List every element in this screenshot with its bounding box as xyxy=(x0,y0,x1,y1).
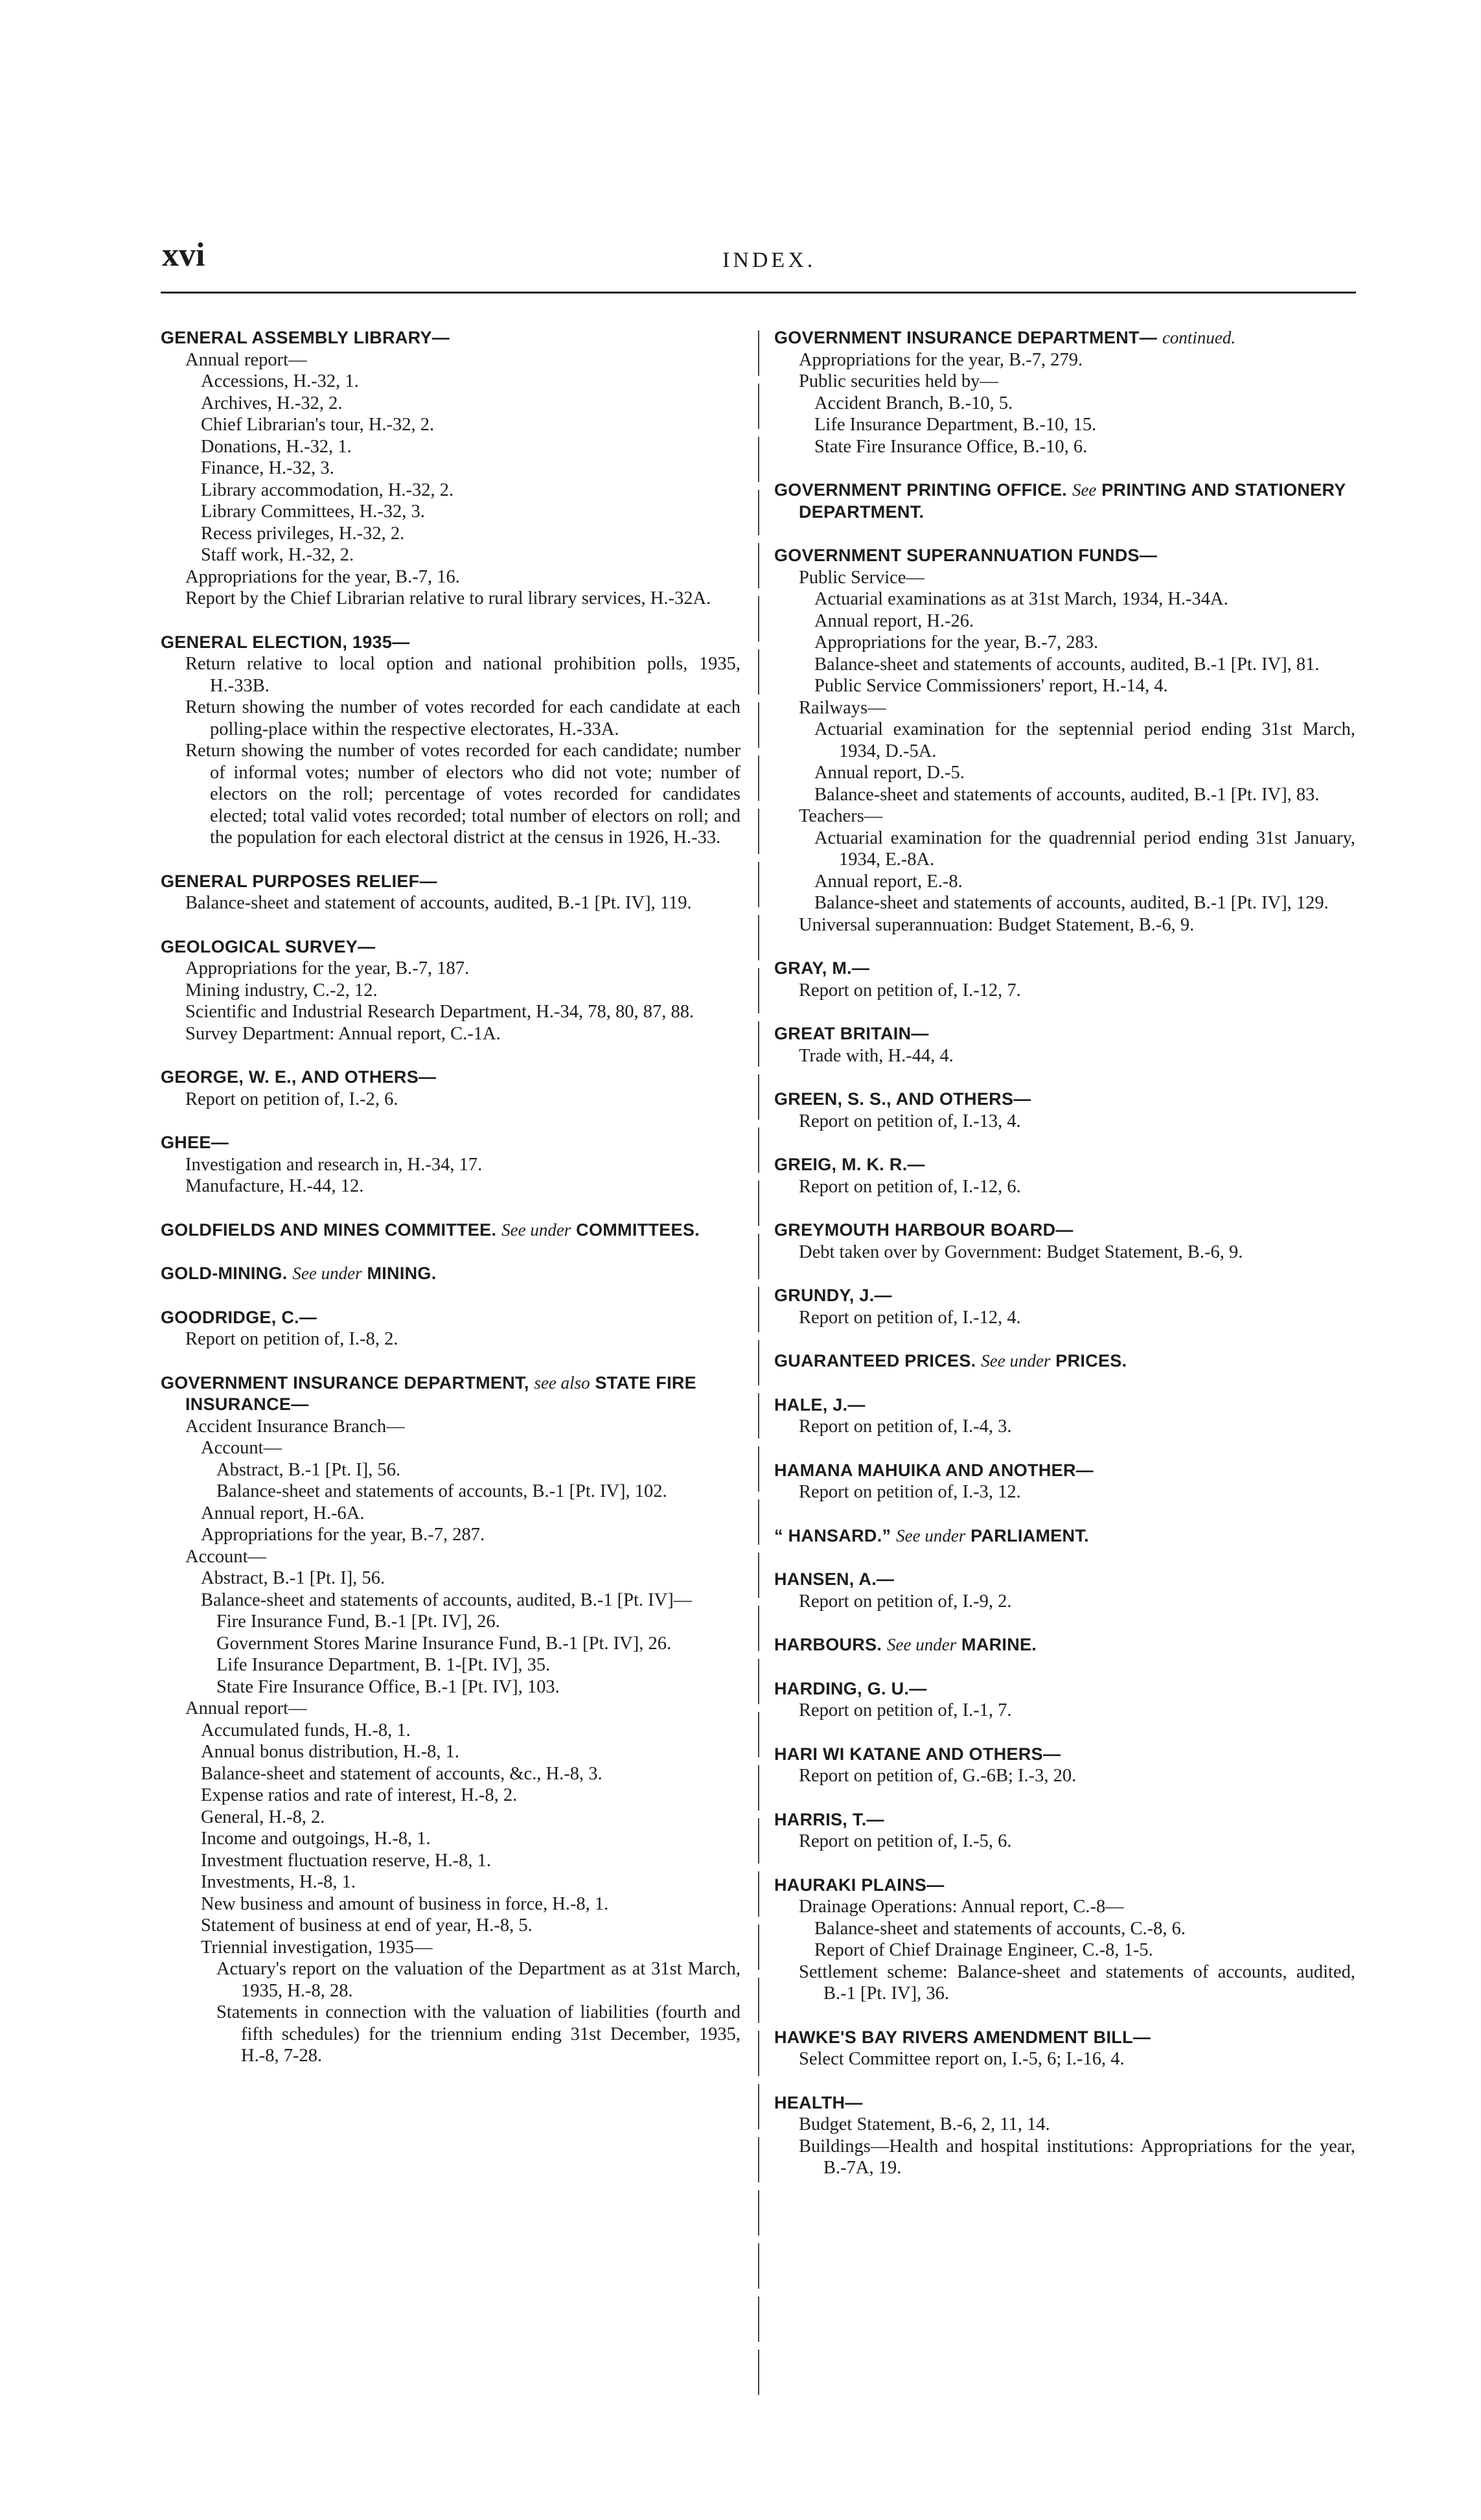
entry-heading xyxy=(774,2092,1355,2114)
entry-line: Statements in connection with the valuation of liabilities (fourth and fifth schedules) for the triennium ending 31st December, 1935, H.-8, 7-28. xyxy=(216,2002,740,2066)
entry-line: Report on petition of, I.-12, 6. xyxy=(799,1176,1021,1197)
heading-text: “ HANSARD.” xyxy=(774,1525,891,1545)
left-column xyxy=(161,327,740,2089)
index-entry xyxy=(774,1089,1355,1132)
entry-line: Library Committees, H.-32, 3. xyxy=(201,502,425,522)
entry-heading xyxy=(774,480,1355,523)
cross-reference-target: PRINTING AND STATIONERY DEPARTMENT. xyxy=(799,480,1346,522)
entry-line: Teachers— xyxy=(799,806,883,826)
heading-text: GREIG, M. K. R.— xyxy=(774,1155,925,1174)
entry-heading xyxy=(161,936,740,958)
heading-text: HAWKE'S BAY RIVERS AMENDMENT BILL— xyxy=(774,2027,1151,2047)
index-entry xyxy=(161,1263,740,1285)
index-entry xyxy=(161,871,740,914)
heading-text: GRUNDY, J.— xyxy=(774,1286,892,1305)
entry-heading xyxy=(774,2027,1355,2049)
heading-text: GOVERNMENT SUPERANNUATION FUNDS— xyxy=(774,546,1158,565)
index-entry xyxy=(774,958,1355,1001)
index-entry xyxy=(774,1678,1355,1722)
entry-line: Accessions, H.-32, 1. xyxy=(201,371,359,391)
entry-heading xyxy=(161,632,740,654)
entry-line: Appropriations for the year, B.-7, 283. xyxy=(814,632,1099,653)
index-entry xyxy=(161,936,740,1045)
entry-line: Annual report— xyxy=(185,349,307,370)
page-title: INDEX. xyxy=(722,248,816,272)
entry-line: Annual bonus distribution, H.-8, 1. xyxy=(201,1742,459,1762)
entry-line: Report on petition of, I.-9, 2. xyxy=(799,1591,1012,1612)
heading-text: GOVERNMENT PRINTING OFFICE. xyxy=(774,480,1068,500)
index-entry xyxy=(774,1525,1355,1547)
entry-line: Report on petition of, I.-5, 6. xyxy=(799,1831,1012,1851)
heading-text: HARDING, G. U.— xyxy=(774,1678,927,1698)
entry-line: Investigation and research in, H.-34, 17. xyxy=(185,1154,483,1175)
entry-line: Finance, H.-32, 3. xyxy=(201,458,334,478)
entry-line: Balance-sheet and statements of accounts, B.-1 [Pt. IV], 102. xyxy=(216,1481,667,1501)
entry-line: Account— xyxy=(201,1438,282,1458)
entry-line: Buildings—Health and hospital institutions: Appropriations for the year, B.-7A, 19. xyxy=(799,2136,1355,2178)
heading-text: GOVERNMENT INSURANCE DEPARTMENT— xyxy=(774,328,1158,347)
entry-line: Annual report, D.-5. xyxy=(814,763,965,783)
index-entry xyxy=(774,1285,1355,1328)
index-entry xyxy=(774,1569,1355,1612)
entry-line: Report on petition of, I.-2, 6. xyxy=(185,1089,398,1109)
index-entry xyxy=(161,1372,740,2067)
column-divider xyxy=(758,330,759,2398)
index-entry xyxy=(774,1220,1355,1263)
cross-reference-note: See under xyxy=(981,1351,1051,1370)
entry-line: Settlement scheme: Balance-sheet and statements of accounts, audited, B.-1 [Pt. IV], 36. xyxy=(799,1961,1355,2004)
index-entry xyxy=(161,1067,740,1110)
entry-line: Balance-sheet and statement of accounts, &c., H.-8, 3. xyxy=(201,1763,603,1784)
entry-heading xyxy=(774,1634,1355,1656)
entry-line: Return showing the number of votes recorded for each candidate at each polling-place within the respective electorates, H.-33A. xyxy=(185,697,740,739)
entry-heading xyxy=(774,327,1355,349)
entry-line: Accumulated funds, H.-8, 1. xyxy=(201,1720,411,1740)
entry-heading xyxy=(774,958,1355,980)
index-entry xyxy=(774,1023,1355,1067)
heading-text: GOODRIDGE, C.— xyxy=(161,1307,317,1327)
index-entry xyxy=(161,327,740,610)
entry-line: Donations, H.-32, 1. xyxy=(201,436,352,457)
entry-line: Universal superannuation: Budget Statement, B.-6, 9. xyxy=(799,914,1195,935)
entry-line: Appropriations for the year, B.-7, 187. xyxy=(185,958,470,978)
heading-text: GEORGE, W. E., AND OTHERS— xyxy=(161,1067,437,1087)
heading-text: GOLD-MINING. xyxy=(161,1264,288,1283)
entry-line: Actuarial examinations as at 31st March, 1934, H.-34A. xyxy=(814,589,1228,609)
entry-line: Balance-sheet and statement of accounts, audited, B.-1 [Pt. IV], 119. xyxy=(185,893,692,913)
entry-line: Archives, H.-32, 2. xyxy=(201,393,343,413)
index-entry xyxy=(161,632,740,849)
heading-text: GOVERNMENT INSURANCE DEPARTMENT, xyxy=(161,1372,529,1393)
index-entry xyxy=(774,1154,1355,1197)
entry-line: Survey Department: Annual report, C.-1A. xyxy=(185,1023,501,1044)
entry-line: Balance-sheet and statements of accounts, audited, B.-1 [Pt. IV], 129. xyxy=(814,893,1329,913)
heading-text: HARI WI KATANE AND OTHERS— xyxy=(774,1744,1061,1764)
entry-heading xyxy=(774,1809,1355,1831)
cross-reference-target: PRICES. xyxy=(1055,1351,1127,1370)
cross-reference-target: MINING. xyxy=(367,1264,437,1283)
entry-line: Report on petition of, I.-3, 12. xyxy=(799,1482,1021,1502)
entry-line: Statement of business at end of year, H.-8, 5. xyxy=(201,1915,533,1936)
entry-line: Annual report, E.-8. xyxy=(814,871,963,892)
entry-line: Scientific and Industrial Research Department, H.-34, 78, 80, 87, 88. xyxy=(185,1002,695,1022)
entry-line: Return showing the number of votes recorded for each candidate; number of informal votes; number of electors who did not vote; number of electors on the roll; percentage of votes recorded for candidates elected; total valid votes recorded; total number of electors on roll; and the population for each electoral district at the census in 1926, H.-33. xyxy=(185,741,740,848)
index-entry xyxy=(774,1460,1355,1503)
index-entry xyxy=(774,545,1355,936)
entry-heading xyxy=(774,545,1355,567)
entry-heading xyxy=(161,327,740,349)
entry-line: State Fire Insurance Office, B.-10, 6. xyxy=(814,436,1088,457)
page-number: xvi xyxy=(162,237,205,273)
heading-text: GOLDFIELDS AND MINES COMMITTEE. xyxy=(161,1220,497,1240)
cross-reference-target: PARLIAMENT. xyxy=(970,1525,1089,1545)
entry-line: Debt taken over by Government: Budget Statement, B.-6, 9. xyxy=(799,1242,1243,1262)
entry-line: Life Insurance Department, B. 1-[Pt. IV], 35. xyxy=(216,1655,551,1675)
entry-heading xyxy=(774,1678,1355,1700)
entry-heading xyxy=(161,1220,740,1242)
entry-line: State Fire Insurance Office, B.-1 [Pt. IV], 103. xyxy=(216,1676,560,1697)
entry-heading xyxy=(774,1394,1355,1416)
entry-line: Railways— xyxy=(799,697,886,718)
entry-line: Select Committee report on, I.-5, 6; I.-16, 4. xyxy=(799,2049,1125,2069)
index-entry xyxy=(774,1875,1355,2005)
heading-text: GENERAL ELECTION, 1935— xyxy=(161,632,410,652)
cross-reference-note: See under xyxy=(292,1264,362,1283)
index-entry xyxy=(161,1132,740,1197)
heading-text: HALE, J.— xyxy=(774,1394,866,1415)
entry-line: Report on petition of, I.-12, 4. xyxy=(799,1307,1021,1328)
entry-heading xyxy=(774,1023,1355,1045)
entry-line: New business and amount of business in force, H.-8, 1. xyxy=(201,1893,609,1914)
entry-heading xyxy=(774,1525,1355,1547)
entry-line: Report on petition of, G.-6B; I.-3, 20. xyxy=(799,1766,1077,1786)
index-entry xyxy=(774,327,1355,457)
heading-text: GHEE— xyxy=(161,1133,229,1152)
entry-heading xyxy=(161,1372,740,1416)
entry-heading xyxy=(774,1460,1355,1482)
entry-line: Balance-sheet and statements of accounts, audited, B.-1 [Pt. IV]— xyxy=(201,1589,693,1610)
index-entry xyxy=(774,1809,1355,1853)
cross-reference-note: See xyxy=(1072,480,1097,500)
entry-line: Report of Chief Drainage Engineer, C.-8, 1-5. xyxy=(814,1940,1153,1960)
entry-line: Balance-sheet and statements of accounts, audited, B.-1 [Pt. IV], 83. xyxy=(814,784,1320,805)
entry-line: Report on petition of, I.-12, 7. xyxy=(799,980,1021,1000)
entry-line: Investments, H.-8, 1. xyxy=(201,1872,356,1892)
entry-heading xyxy=(161,1067,740,1089)
entry-line: Annual report, H.-6A. xyxy=(201,1503,365,1523)
entry-heading xyxy=(774,1220,1355,1242)
index-entry xyxy=(774,2092,1355,2179)
heading-text: HARBOURS. xyxy=(774,1635,882,1654)
cross-reference-note: See under xyxy=(896,1525,966,1545)
entry-line: Triennial investigation, 1935— xyxy=(201,1937,433,1958)
index-entry xyxy=(774,480,1355,523)
cross-reference-note: See under xyxy=(887,1635,957,1654)
heading-text: GREAT BRITAIN— xyxy=(774,1024,929,1043)
entry-heading xyxy=(161,871,740,893)
entry-line: Appropriations for the year, B.-7, 16. xyxy=(185,566,460,587)
index-entry xyxy=(774,1350,1355,1372)
index-entry xyxy=(774,1744,1355,1787)
entry-line: General, H.-8, 2. xyxy=(201,1807,325,1827)
entry-line: Return relative to local option and national prohibition polls, 1935, H.-33B. xyxy=(185,654,740,696)
entry-heading xyxy=(774,1875,1355,1897)
entry-line: Report on petition of, I.-8, 2. xyxy=(185,1329,398,1349)
heading-text: GREYMOUTH HARBOUR BOARD— xyxy=(774,1220,1073,1240)
entry-heading xyxy=(774,1744,1355,1766)
index-entry xyxy=(161,1220,740,1242)
entry-line: Actuarial examination for the quadrennial period ending 31st January, 1934, E.-8A. xyxy=(814,827,1355,870)
entry-line: Report by the Chief Librarian relative to rural library services, H.-32A. xyxy=(185,588,711,608)
heading-text: HAMANA MAHUIKA AND ANOTHER— xyxy=(774,1460,1094,1480)
entry-line: Investment fluctuation reserve, H.-8, 1. xyxy=(201,1850,491,1871)
entry-heading xyxy=(161,1132,740,1154)
entry-line: Balance-sheet and statements of accounts, audited, B.-1 [Pt. IV], 81. xyxy=(814,654,1320,675)
cross-reference-target: MARINE. xyxy=(961,1635,1037,1654)
right-column xyxy=(774,327,1355,2201)
entry-line: Appropriations for the year, B.-7, 279. xyxy=(799,349,1083,370)
entry-line: Library accommodation, H.-32, 2. xyxy=(201,480,454,500)
entry-line: Life Insurance Department, B.-10, 15. xyxy=(814,415,1097,435)
entry-line: Chief Librarian's tour, H.-32, 2. xyxy=(201,415,435,435)
entry-line: Public Service Commissioners' report, H.-14, 4. xyxy=(814,676,1168,696)
heading-text: GENERAL ASSEMBLY LIBRARY— xyxy=(161,328,450,347)
entry-line: Annual report, H.-26. xyxy=(814,610,974,631)
heading-text: GRAY, M.— xyxy=(774,958,870,978)
entry-line: Government Stores Marine Insurance Fund, B.-1 [Pt. IV], 26. xyxy=(216,1633,672,1654)
entry-heading xyxy=(774,1569,1355,1591)
entry-line: Fire Insurance Fund, B.-1 [Pt. IV], 26. xyxy=(216,1612,500,1632)
entry-line: Report on petition of, I.-1, 7. xyxy=(799,1700,1012,1720)
index-entry xyxy=(774,2027,1355,2070)
heading-text: GEOLOGICAL SURVEY— xyxy=(161,936,376,956)
entry-heading xyxy=(774,1285,1355,1307)
entry-line: Balance-sheet and statements of accounts, C.-8, 6. xyxy=(814,1918,1186,1939)
heading-text: GREEN, S. S., AND OTHERS— xyxy=(774,1089,1031,1109)
heading-text: HAURAKI PLAINS— xyxy=(774,1875,945,1895)
header-rule xyxy=(161,292,1356,294)
entry-line: Appropriations for the year, B.-7, 287. xyxy=(201,1525,485,1545)
entry-line: Accident Insurance Branch— xyxy=(185,1416,405,1437)
cross-reference-note: see also xyxy=(534,1372,590,1393)
entry-heading xyxy=(774,1089,1355,1111)
entry-heading xyxy=(161,1307,740,1329)
entry-line: Trade with, H.-44, 4. xyxy=(799,1045,954,1066)
entry-heading xyxy=(161,1263,740,1285)
entry-line: Staff work, H.-32, 2. xyxy=(201,545,354,565)
entry-line: Actuary's report on the valuation of the Department as at 31st March, 1935, H.-8, 28. xyxy=(216,1959,740,2001)
entry-line: Recess privileges, H.-32, 2. xyxy=(201,523,405,544)
entry-line: Expense ratios and rate of interest, H.-8, 2. xyxy=(201,1785,518,1805)
entry-line: Report on petition of, I.-4, 3. xyxy=(799,1416,1012,1437)
heading-text: GUARANTEED PRICES. xyxy=(774,1351,976,1370)
entry-heading xyxy=(774,1154,1355,1176)
entry-line: Report on petition of, I.-13, 4. xyxy=(799,1111,1021,1131)
heading-text: GENERAL PURPOSES RELIEF— xyxy=(161,871,437,891)
index-entry xyxy=(161,1307,740,1350)
entry-line: Drainage Operations: Annual report, C.-8— xyxy=(799,1897,1124,1917)
entry-line: Annual report— xyxy=(185,1698,307,1718)
entry-line: Public securities held by— xyxy=(799,371,998,391)
cross-reference-target: STATE FIRE INSURANCE— xyxy=(185,1372,696,1414)
entry-line: Income and outgoings, H.-8, 1. xyxy=(201,1829,431,1849)
index-entry xyxy=(774,1634,1355,1656)
index-entry xyxy=(774,1394,1355,1438)
entry-line: Manufacture, H.-44, 12. xyxy=(185,1176,364,1196)
entry-line: Budget Statement, B.-6, 2, 11, 14. xyxy=(799,2114,1050,2134)
entry-line: Mining industry, C.-2, 12. xyxy=(185,980,378,1000)
entry-line: Accident Branch, B.-10, 5. xyxy=(814,393,1013,413)
heading-text: HARRIS, T.— xyxy=(774,1809,884,1829)
heading-text: HANSEN, A.— xyxy=(774,1569,895,1589)
entry-line: Abstract, B.-1 [Pt. I], 56. xyxy=(216,1459,401,1480)
entry-line: Actuarial examination for the septennial period ending 31st March, 1934, D.-5A. xyxy=(814,719,1355,761)
cross-reference-target: COMMITTEES. xyxy=(576,1220,700,1240)
entry-line: Public Service— xyxy=(799,567,924,588)
cross-reference-note: continued. xyxy=(1162,328,1236,347)
cross-reference-note: See under xyxy=(501,1220,571,1240)
heading-text: HEALTH— xyxy=(774,2092,863,2112)
entry-line: Account— xyxy=(185,1546,267,1567)
entry-heading xyxy=(774,1350,1355,1372)
entry-line: Abstract, B.-1 [Pt. I], 56. xyxy=(201,1568,385,1588)
